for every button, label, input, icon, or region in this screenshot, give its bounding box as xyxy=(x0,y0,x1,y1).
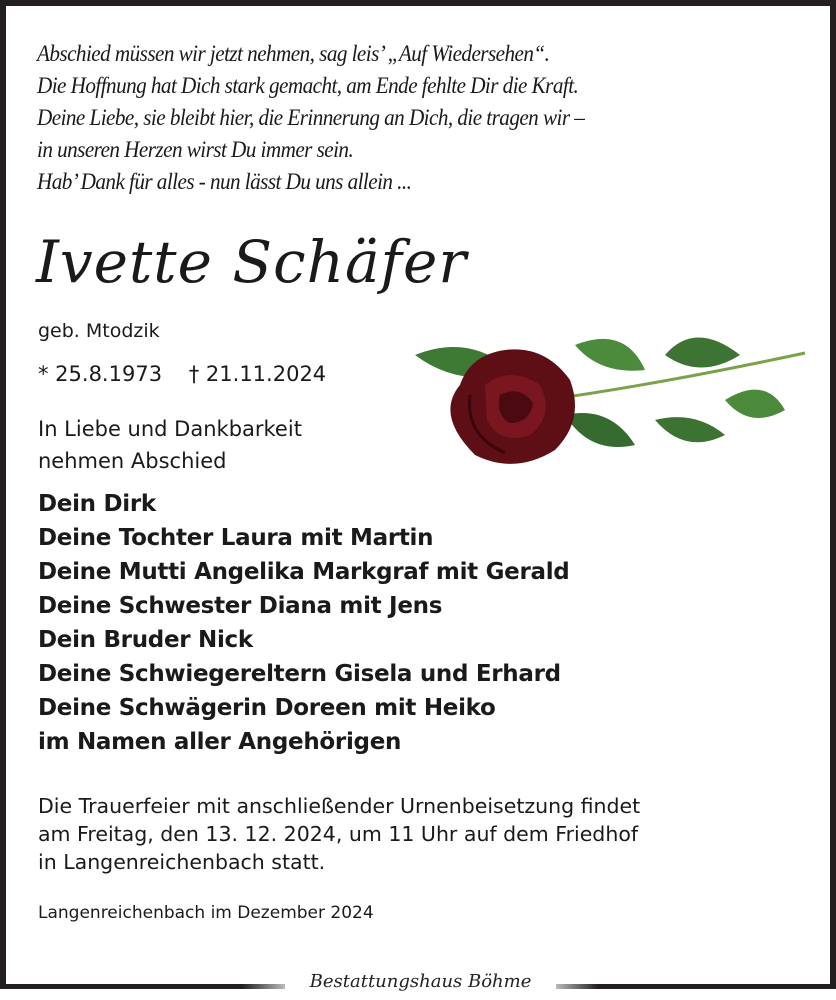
verse-line: Hab’ Dank für alles - nun lässt Du uns allein ... xyxy=(37,169,412,194)
verse-line: Die Hoffnung hat Dich stark gemacht, am Ende fehlte Dir die Kraft. xyxy=(37,73,579,98)
family-list xyxy=(38,487,569,759)
service-line: Die Trauerfeier mit anschließender Urnenbeisetzung findet xyxy=(38,794,641,818)
farewell-line: nehmen Abschied xyxy=(38,449,227,473)
verse-line: Abschied müssen wir jetzt nehmen, sag leis’ „Auf Wiedersehen“. xyxy=(37,41,550,66)
family-member: Dein Bruder Nick xyxy=(38,627,253,653)
footer-rule xyxy=(556,984,836,989)
family-member: Deine Schwägerin Doreen mit Heiko xyxy=(38,695,496,721)
birth-name: geb. Mtodzik xyxy=(38,320,160,342)
family-member: Dein Dirk xyxy=(38,491,156,517)
service-line: am Freitag, den 13. 12. 2024, um 11 Uhr auf dem Friedhof xyxy=(38,822,639,846)
verse-line: in unseren Herzen wirst Du immer sein. xyxy=(37,137,354,162)
farewell-line: In Liebe und Dankbarkeit xyxy=(38,417,302,441)
family-member: Deine Tochter Laura mit Martin xyxy=(38,525,434,551)
death-date: † 21.11.2024 xyxy=(188,362,327,386)
family-member: Deine Schwester Diana mit Jens xyxy=(38,593,443,619)
birth-date: * 25.8.1973 xyxy=(38,362,163,386)
family-member: Deine Schwiegereltern Gisela und Erhard xyxy=(38,661,561,687)
rose-image xyxy=(395,325,810,475)
service-line: in Langenreichenbach statt. xyxy=(38,850,326,874)
deceased-name: Ivette Schäfer xyxy=(36,228,468,296)
family-member: Deine Mutti Angelika Markgraf mit Gerald xyxy=(38,559,570,585)
funeral-home-name: Bestattungshaus Böhme xyxy=(309,971,532,992)
footer xyxy=(0,971,836,995)
family-member: im Namen aller Angehörigen xyxy=(38,729,402,755)
verse xyxy=(37,38,584,198)
service-info xyxy=(38,792,640,876)
footer-rule xyxy=(0,984,285,989)
farewell-text xyxy=(38,413,302,477)
place-date: Langenreichenbach im Dezember 2024 xyxy=(38,903,374,923)
verse-line: Deine Liebe, sie bleibt hier, die Erinnerung an Dich, die tragen wir – xyxy=(37,105,585,130)
dates xyxy=(38,362,346,386)
